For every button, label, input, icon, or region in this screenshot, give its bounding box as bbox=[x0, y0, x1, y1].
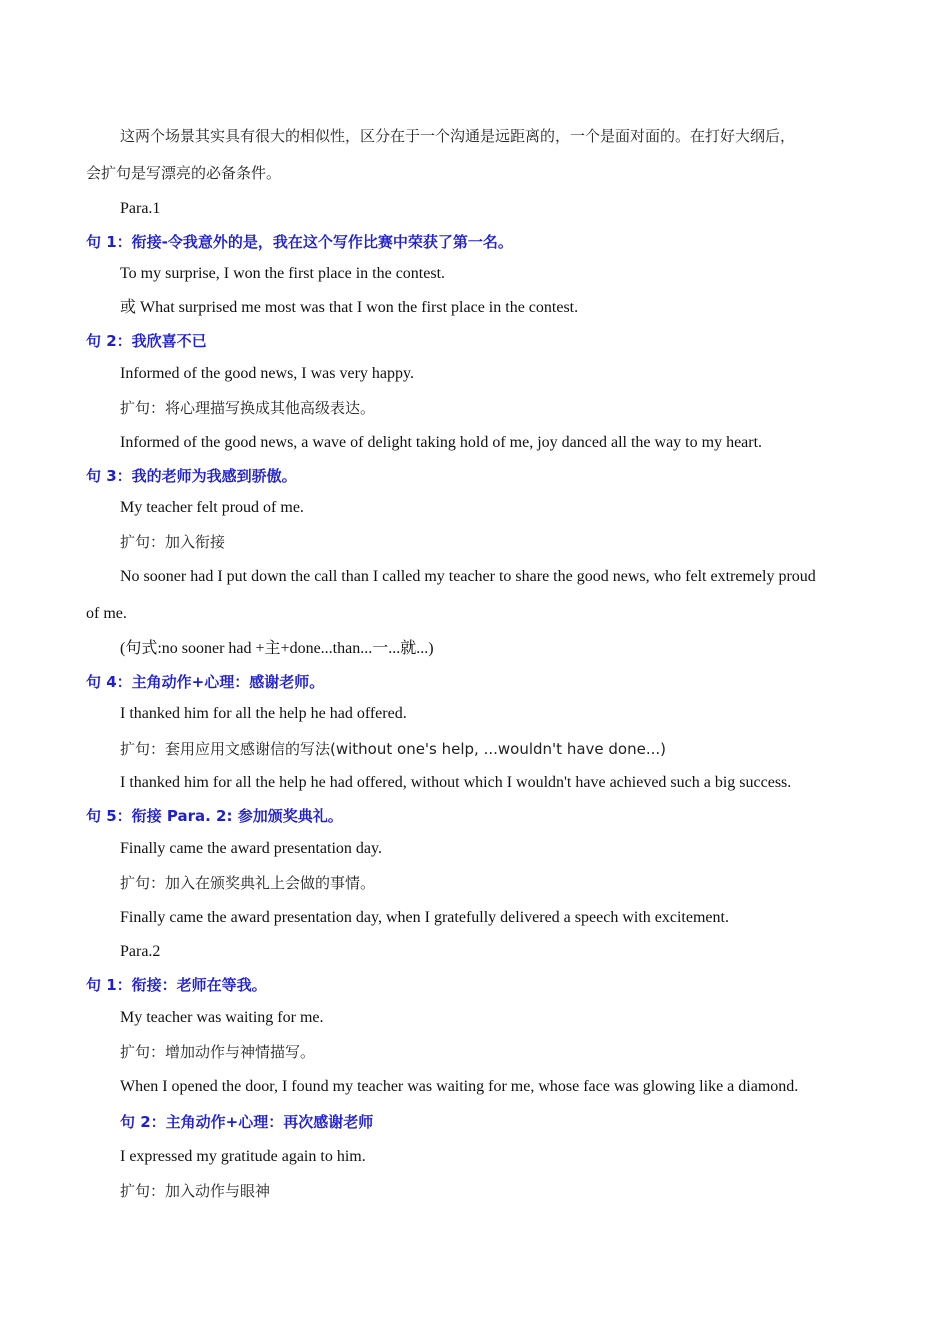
para1-s2-note: 扩句：将心理描写换成其他高级表达。 bbox=[120, 399, 376, 417]
para2-s1-note: 扩句：增加动作与神情描写。 bbox=[120, 1043, 316, 1061]
para1-s4-heading: 句 4：主角动作+心理：感谢老师。 bbox=[86, 673, 325, 691]
para1-s3-en2a: No sooner had I put down the call than I called my teacher to share the good news, who felt extremely proud bbox=[120, 568, 816, 585]
para1-s5-heading: 句 5：衔接 Para. 2: 参加颁奖典礼。 bbox=[86, 807, 343, 825]
para1-s5-en2: Finally came the award presentation day, when I gratefully delivered a speech with excitement. bbox=[120, 909, 729, 926]
para2-s1-heading: 句 1：衔接：老师在等我。 bbox=[86, 976, 267, 994]
intro-line-2: 会扩句是写漂亮的必备条件。 bbox=[86, 164, 282, 182]
para1-s3-en2b: of me. bbox=[86, 605, 127, 622]
para2-s1-en2: When I opened the door, I found my teacher was waiting for me, whose face was glowing like a diamond. bbox=[120, 1078, 799, 1095]
para1-s4-en2: I thanked him for all the help he had offered, without which I wouldn't have achieved such a big success. bbox=[120, 774, 792, 791]
para2-s2-en1: I expressed my gratitude again to him. bbox=[120, 1148, 366, 1165]
para1-s5-note: 扩句：加入在颁奖典礼上会做的事情。 bbox=[120, 874, 376, 892]
para2-s1-en1: My teacher was waiting for me. bbox=[120, 1009, 324, 1026]
para1-s3-note: 扩句：加入衔接 bbox=[120, 533, 226, 551]
para1-s1-en2: 或 What surprised me most was that I won the first place in the contest. bbox=[120, 299, 579, 316]
para2-s2-note: 扩句：加入动作与眼神 bbox=[120, 1182, 271, 1200]
para1-s3-en1: My teacher felt proud of me. bbox=[120, 499, 304, 516]
para1-s2-en1: Informed of the good news, I was very happy. bbox=[120, 365, 414, 382]
para1-s3-pattern: (句式:no sooner had +主+done...than...一...就...) bbox=[120, 640, 434, 657]
para1-s1-heading: 句 1：衔接-令我意外的是，我在这个写作比赛中荣获了第一名。 bbox=[86, 233, 513, 251]
para1-s5-en1: Finally came the award presentation day. bbox=[120, 840, 382, 857]
para1-s4-en1: I thanked him for all the help he had offered. bbox=[120, 705, 407, 722]
para1-s3-heading: 句 3：我的老师为我感到骄傲。 bbox=[86, 467, 297, 485]
para2-s2-heading: 句 2：主角动作+心理：再次感谢老师 bbox=[120, 1113, 374, 1131]
para1-s4-note: 扩句：套用应用文感谢信的写法(without one's help, ...wouldn't have done...) bbox=[120, 740, 666, 758]
para1-label: Para.1 bbox=[120, 200, 161, 217]
para1-s2-heading: 句 2：我欣喜不已 bbox=[86, 332, 207, 350]
intro-line-1: 这两个场景其实具有很大的相似性，区分在于一个沟通是远距离的，一个是面对面的。在打好大纲后， bbox=[120, 127, 796, 145]
para2-label: Para.2 bbox=[120, 943, 161, 960]
para1-s2-en2: Informed of the good news, a wave of delight taking hold of me, joy danced all the way to my heart. bbox=[120, 434, 763, 451]
para1-s1-en1: To my surprise, I won the first place in the contest. bbox=[120, 265, 446, 282]
